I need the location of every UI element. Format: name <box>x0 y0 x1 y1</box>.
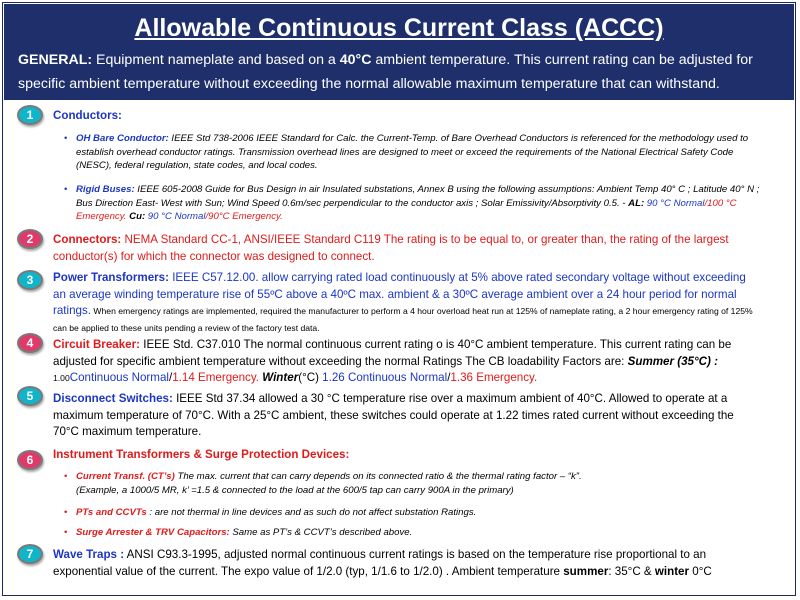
general-statement <box>18 48 784 96</box>
number-badge-4: 4 <box>17 333 43 353</box>
bullet-surge-arrester: • Surge Arrester & TRV Capacitors: Same as PT’s & CCVT’s described above. <box>64 527 413 538</box>
power-transformers-note: When emergency ratings are implemented, required the manufacturer to perform a 4 hour overload heat run at 125% of nameplate rating, a 2 hour emergency rating of 125% can be applied to these units pending a review of the factory test data. <box>53 306 753 333</box>
connectors-text: Connectors: NEMA Standard CC-1, ANSI/IEEE Standard C119 The rating is to be equal to, or greater than, the rating of the largest conductor(s) for which the connector was designed to connect. <box>53 233 729 263</box>
bullet-pts-ccvts: • PTs and CCVTs : are not thermal in line devices and as such do not affect substation Ratings. <box>64 507 477 518</box>
instrument-transformers-heading: Instrument Transformers & Surge Protection Devices: <box>53 448 350 461</box>
general-label: GENERAL: <box>18 52 93 68</box>
power-transformers-text: Power Transformers: IEEE C57.12.00. allow carrying rated load continuously at 5% above rated secondary voltage without exceeding an average winding temperature rise of 55ºC above a 40ºC max. ambient & a 30ºC average ambient over a 24 hour period for normal ratings. When emergency ratings are implemented, required the manufacturer to perform a 4 hour overload heat run at 125% of nameplate rating, a 2 hour emergency rating of 125% can be applied to these units pending a review of the factory test data. <box>53 271 753 333</box>
number-badge-3: 3 <box>17 270 43 290</box>
number-badge-6: 6 <box>17 450 43 470</box>
bullet-dot: • <box>64 133 68 144</box>
general-temp: 40°C <box>339 52 372 68</box>
general-text-a: Equipment nameplate and based on a <box>92 52 340 68</box>
bullet-dot: • <box>64 507 68 518</box>
bullet-dot: • <box>64 184 68 195</box>
conductors-heading: Conductors: <box>53 109 122 122</box>
header-banner <box>4 4 794 100</box>
bullet-dot: • <box>64 527 68 538</box>
page-title: Allowable Continuous Current Class (ACCC) <box>134 14 664 42</box>
bullet-dot: • <box>64 471 68 482</box>
number-badge-5: 5 <box>17 386 43 406</box>
general-text-b: ambient temperature. This current rating can be adjusted for specific ambient temperature without exceeding the normal allowable maximum temperature that can withstand. <box>18 52 753 92</box>
bullet-rigid-buses: • Rigid Buses: IEEE 605-2008 Guide for Bus Design in air Insulated substations, Annex B using the following assumptions: Ambient Temp 40° C ; Latitude 40° N ; Bus Direction East- West with Sun; Wind Speed 0.6m/sec perpendicular to the conductor axis ; Solar Emissivity/Absorptivity 0.5. - AL: 90 °C Normal/100 °C Emergency. Cu: 90 °C Normal/90°C Emergency. <box>64 184 760 222</box>
number-badge-1: 1 <box>17 105 43 125</box>
disconnect-switches-text: Disconnect Switches: IEEE Std 37.34 allowed a 30 °C temperature rise over a maximum ambient of 40°C. Allowed to operate at a maximum temperature of 70°C. With a 25°C ambient, these switches could operate at 1.22 times rated current without exceeding the 70°C maximum temperature. <box>53 392 734 438</box>
bullet-current-transformers: • Current Transf. (CT’s) The max. current that can carry depends on its connected ratio & the thermal rating factor – “k”. (Example, a 1000/5 MR, k’ =1.5 & connected to the load at the 600/5 tap can carry 900A in the primary) <box>64 471 582 496</box>
wave-traps-text: Wave Traps : ANSI C93.3-1995, adjusted normal continuous current ratings is based on the temperature rise proportional to an exponential value of the current. The expo value of 1/2.0 (typ, 1/1.6 to 1/2.0) . Ambient temperature summer: 35°C & winter 0°C <box>53 548 712 578</box>
number-badge-2: 2 <box>17 229 43 249</box>
circuit-breaker-text: Circuit Breaker: IEEE Std. C37.010 The normal continuous current rating o is 40°C ambient temperature. This current rating can be adjusted for specific ambient temperature without exceeding the normal Ratings The CB loadability Factors are: Summer (35°C) : 1.00Continuous Normal/1.14 Emergency. Winter(°C) 1.26 Continuous Normal/1.36 Emergency. <box>53 338 732 384</box>
bullet-oh-bare-conductor: • OH Bare Conductor: IEEE Std 738-2006 IEEE Standard for Calc. the Current-Temp. of Bare Overhead Conductors is referenced for the methodology used to establish overhead conductor ratings. Transmission overhead lines are designed to meet or exceed the requirements of the National Electrical Safety Code (NESC), federal regulation, state codes, and local codes. <box>64 133 749 171</box>
number-badge-7: 7 <box>17 544 43 564</box>
